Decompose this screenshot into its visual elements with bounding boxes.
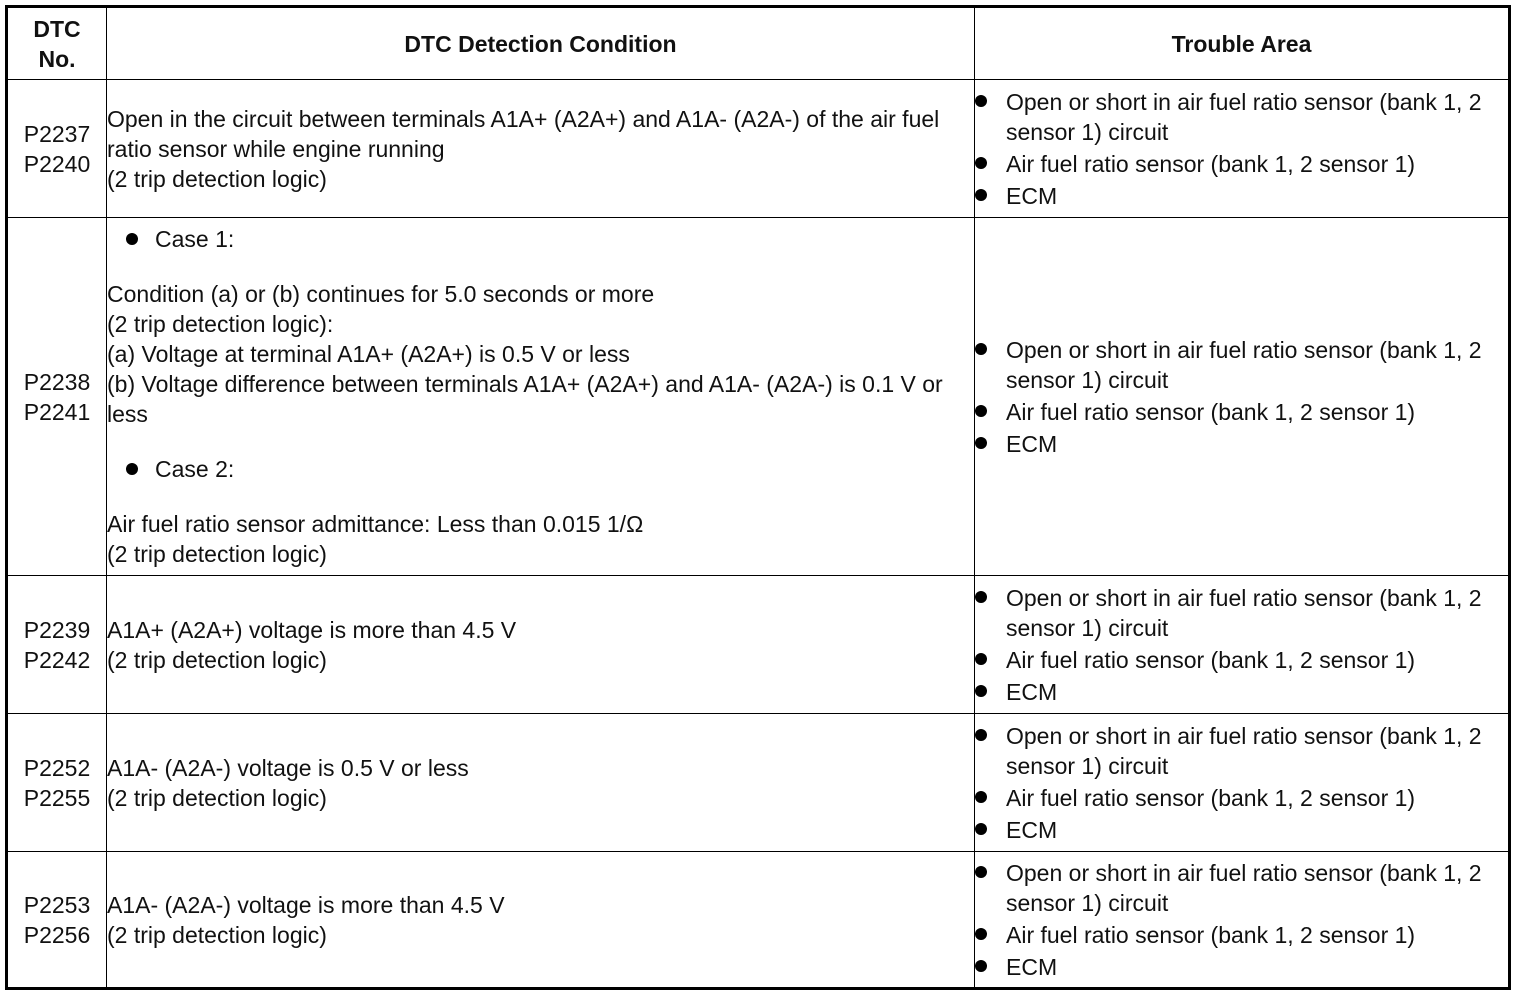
dtc-code: P2252 — [23, 754, 91, 781]
table-row — [7, 218, 1510, 576]
header-dtc-no-line1: DTC — [33, 15, 81, 42]
case-2-label: Case 2: — [155, 456, 235, 482]
case-1-item — [107, 224, 974, 254]
condition-cell — [107, 80, 975, 218]
condition-text: (2 trip detection logic) — [107, 646, 327, 673]
condition-text: (2 trip detection logic) — [107, 541, 327, 567]
dtc-code: P2239 — [23, 616, 91, 643]
trouble-area-list — [975, 87, 1508, 211]
condition-text: (2 trip detection logic): — [107, 311, 334, 337]
trouble-area-list — [975, 721, 1508, 845]
condition-text: (b) Voltage difference between terminals A1A+ (A2A+) and A1A- (A2A-) is 0.1 V or less — [107, 371, 943, 427]
trouble-area-item: Open or short in air fuel ratio sensor (bank 1, 2 sensor 1) circuit — [975, 583, 1508, 643]
trouble-area-item: Open or short in air fuel ratio sensor (bank 1, 2 sensor 1) circuit — [975, 858, 1508, 918]
trouble-area-item: ECM — [975, 429, 1508, 459]
header-row — [7, 7, 1510, 80]
bullet-icon — [126, 463, 138, 475]
header-trouble-area: Trouble Area — [975, 7, 1510, 80]
trouble-area-item: Open or short in air fuel ratio sensor (bank 1, 2 sensor 1) circuit — [975, 87, 1508, 147]
header-dtc-no-line2: No. — [38, 45, 76, 72]
trouble-area-item: Air fuel ratio sensor (bank 1, 2 sensor 1) — [975, 397, 1508, 427]
condition-text: A1A- (A2A-) voltage is 0.5 V or less — [107, 754, 469, 781]
dtc-code: P2253 — [23, 891, 91, 918]
dtc-code: P2241 — [23, 398, 91, 425]
trouble-area-item: Air fuel ratio sensor (bank 1, 2 sensor 1) — [975, 149, 1508, 179]
trouble-area-item: Air fuel ratio sensor (bank 1, 2 sensor 1) — [975, 645, 1508, 675]
header-dtc-no — [7, 7, 107, 80]
trouble-area-item: ECM — [975, 815, 1508, 845]
condition-text: Air fuel ratio sensor admittance: Less than 0.015 1/Ω — [107, 511, 644, 537]
condition-text: Open in the circuit between terminals A1A+ (A2A+) and A1A- (A2A-) of the air fuel ratio sensor while engine running — [107, 105, 940, 162]
dtc-code-cell — [7, 80, 107, 218]
table-row — [7, 576, 1510, 714]
trouble-area-item: ECM — [975, 181, 1508, 211]
trouble-area-list — [975, 858, 1508, 982]
condition-cell — [107, 218, 975, 576]
case-1-label: Case 1: — [155, 226, 235, 252]
trouble-area-cell — [975, 852, 1510, 989]
condition-cell — [107, 714, 975, 852]
dtc-code: P2256 — [23, 921, 91, 948]
trouble-area-list — [975, 335, 1508, 459]
condition-text: (a) Voltage at terminal A1A+ (A2A+) is 0.5 V or less — [107, 341, 630, 367]
bullet-icon — [126, 233, 138, 245]
table-row — [7, 852, 1510, 989]
condition-text: A1A- (A2A-) voltage is more than 4.5 V — [107, 891, 505, 918]
trouble-area-item: Air fuel ratio sensor (bank 1, 2 sensor 1) — [975, 783, 1508, 813]
condition-cell — [107, 852, 975, 989]
trouble-area-cell — [975, 576, 1510, 714]
condition-text: Condition (a) or (b) continues for 5.0 seconds or more — [107, 281, 655, 307]
condition-text: (2 trip detection logic) — [107, 784, 327, 811]
trouble-area-item: Open or short in air fuel ratio sensor (bank 1, 2 sensor 1) circuit — [975, 721, 1508, 781]
dtc-code-cell — [7, 576, 107, 714]
condition-text: (2 trip detection logic) — [107, 165, 327, 192]
dtc-code: P2255 — [23, 784, 91, 811]
trouble-area-item: ECM — [975, 952, 1508, 982]
condition-text: A1A+ (A2A+) voltage is more than 4.5 V — [107, 616, 517, 643]
case-2-item — [107, 454, 974, 484]
trouble-area-list — [975, 583, 1508, 707]
dtc-code-cell — [7, 218, 107, 576]
table-row — [7, 80, 1510, 218]
trouble-area-cell — [975, 218, 1510, 576]
trouble-area-item: Air fuel ratio sensor (bank 1, 2 sensor 1) — [975, 920, 1508, 950]
dtc-code-cell — [7, 714, 107, 852]
trouble-area-item: Open or short in air fuel ratio sensor (bank 1, 2 sensor 1) circuit — [975, 335, 1508, 395]
dtc-code: P2242 — [23, 646, 91, 673]
trouble-area-cell — [975, 714, 1510, 852]
trouble-area-item: ECM — [975, 677, 1508, 707]
dtc-code: P2240 — [23, 150, 91, 177]
header-condition: DTC Detection Condition — [107, 7, 975, 80]
table-row — [7, 714, 1510, 852]
condition-text: (2 trip detection logic) — [107, 921, 327, 948]
dtc-table — [5, 5, 1511, 990]
dtc-code: P2237 — [23, 120, 91, 147]
dtc-code: P2238 — [23, 368, 91, 395]
dtc-code-cell — [7, 852, 107, 989]
trouble-area-cell — [975, 80, 1510, 218]
condition-cell — [107, 576, 975, 714]
